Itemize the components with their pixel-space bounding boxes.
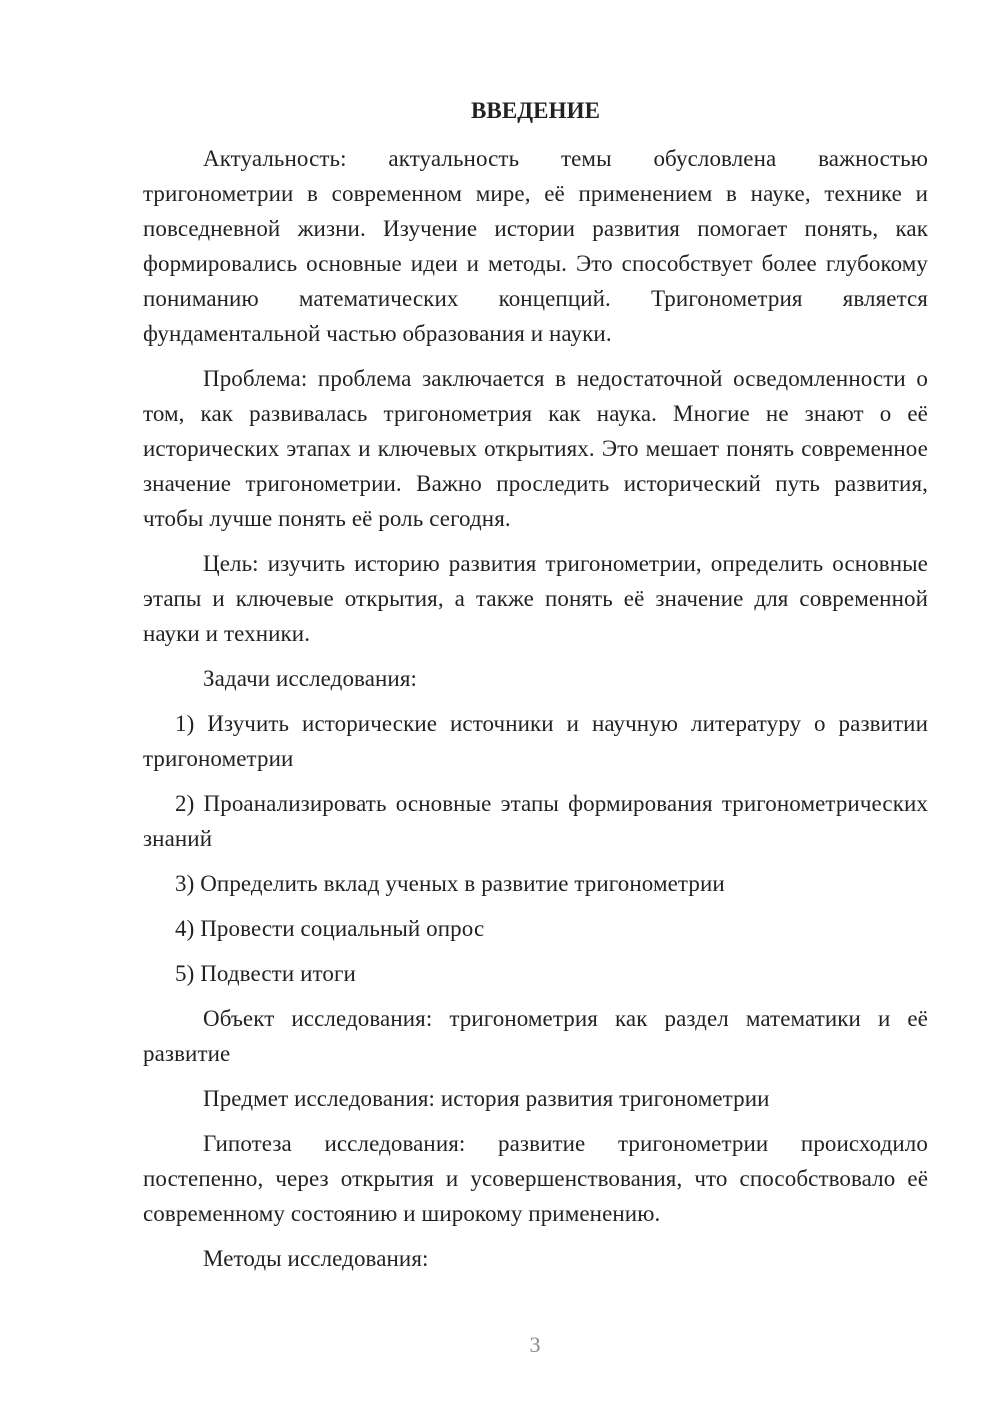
paragraph-relevance: Актуальность: актуальность темы обусловлена важностью тригонометрии в современном мире, её применением в науке, технике и повседневной жизни. Изучение истории развития помогает понять, как формировались основные идеи и методы. Это способствует более глубокому пониманию математических концепций. Тригонометрия является фундаментальной частью образования и науки. [143,146,928,346]
paragraph-goal: Цель: изучить историю развития тригонометрии, определить основные этапы и ключевые открытия, а также понять её значение для современной науки и техники. [143,551,928,646]
task-item-1: 1) Изучить исторические источники и научную литературу о развитии тригонометрии [143,711,928,771]
paragraph-problem: Проблема: проблема заключается в недостаточной осведомленности о том, как развивалась тригонометрия как наука. Многие не знают о её исторических этапах и ключевых открытиях. Это мешает понять современное значение тригонометрии. Важно проследить исторический путь развития, чтобы лучше понять её роль сегодня. [143,366,928,531]
page-number: 3 [529,1332,541,1357]
task-item-4: 4) Провести социальный опрос [175,916,485,941]
page-content [143,96,928,1286]
paragraph-tasks-heading: Задачи исследования: [203,666,418,691]
paragraph-methods: Методы исследования: [203,1246,429,1271]
paragraph-subject: Предмет исследования: история развития тригонометрии [203,1086,770,1111]
paragraph-hypothesis: Гипотеза исследования: развитие тригонометрии происходило постепенно, через открытия и усовершенствования, что способствовало её современному состоянию и широкому применению. [143,1131,928,1226]
task-item-3: 3) Определить вклад ученых в развитие тригонометрии [175,871,725,896]
task-item-5: 5) Подвести итоги [175,961,356,986]
task-item-2: 2) Проанализировать основные этапы формирования тригонометрических знаний [143,791,928,851]
section-title: ВВЕДЕНИЕ [470,98,601,123]
paragraph-object: Объект исследования: тригонометрия как раздел математики и её развитие [143,1006,928,1066]
